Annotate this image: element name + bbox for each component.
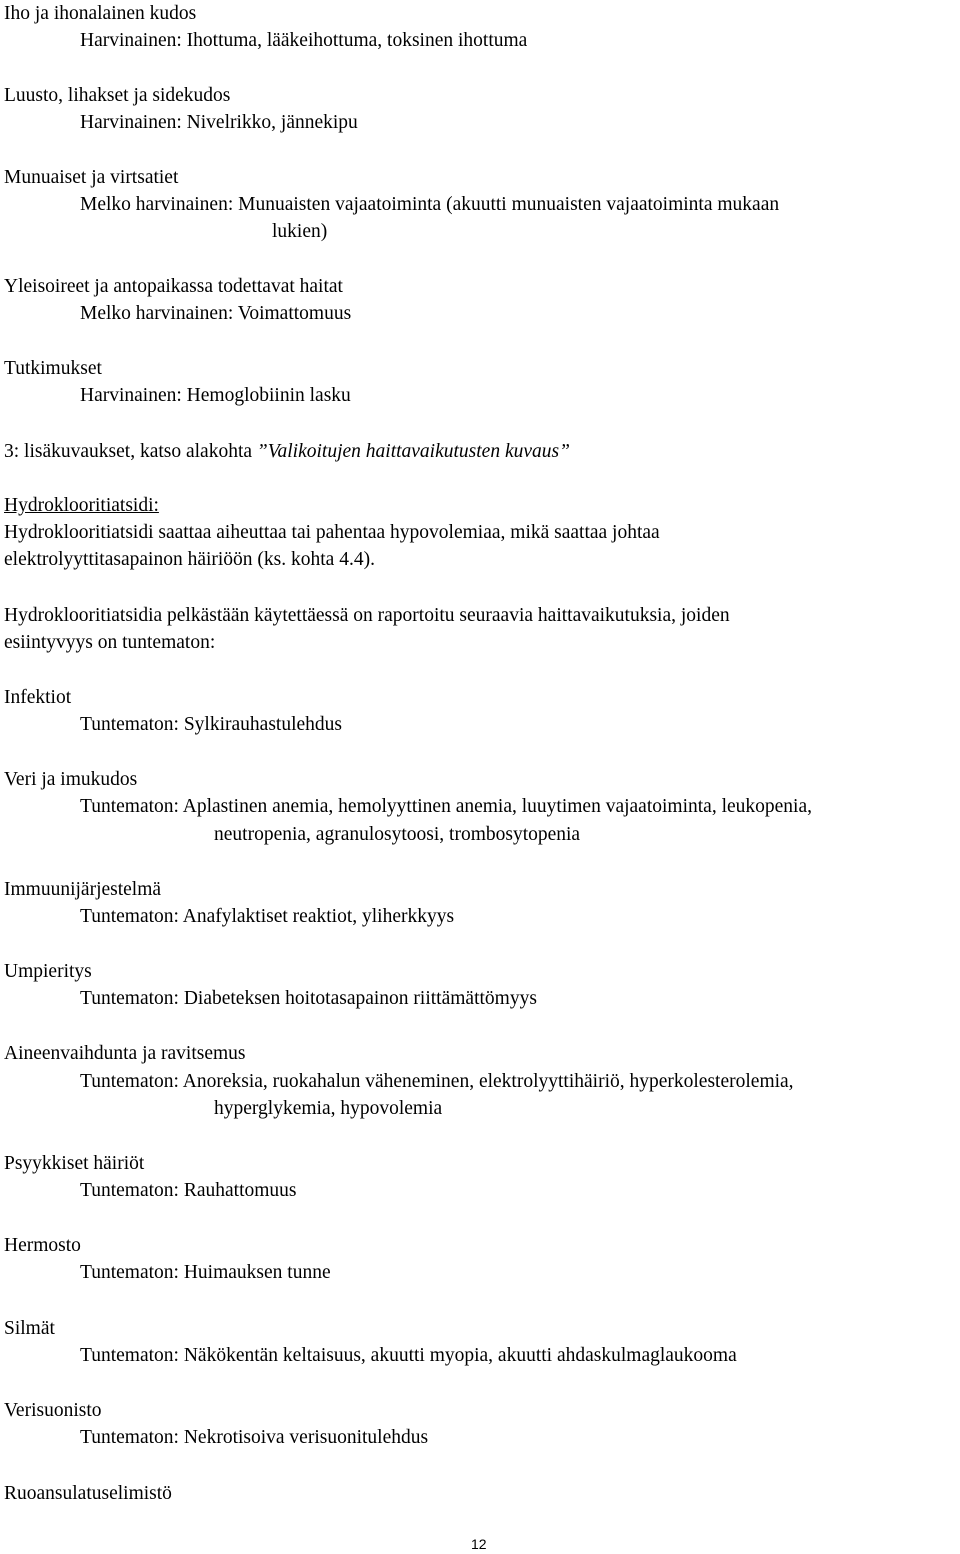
section-heading: Aineenvaihdunta ja ravitsemus <box>4 1043 246 1064</box>
section-heading: Verisuonisto <box>4 1400 102 1421</box>
section-item: Tuntematon: Aplastinen anemia, hemolyyttinen anemia, luuytimen vajaatoiminta, leukopenia, <box>80 796 812 817</box>
footnote <box>4 438 570 466</box>
section-item: Tuntematon: Rauhattomuus <box>80 1180 297 1201</box>
section-item: Harvinainen: Nivelrikko, jännekipu <box>80 112 358 133</box>
section-heading: Silmät <box>4 1318 55 1339</box>
section-heading: Yleisoireet ja antopaikassa todettavat haitat <box>4 276 343 297</box>
section-item: Tuntematon: Nekrotisoiva verisuonitulehdus <box>80 1427 429 1448</box>
section-item: Tuntematon: Anoreksia, ruokahalun väheneminen, elektrolyyttihäiriö, hyperkolesterolemia, <box>80 1071 794 1092</box>
paragraph-line: elektrolyyttitasapainon häiriöön (ks. kohta 4.4). <box>4 549 375 570</box>
section-heading: Iho ja ihonalainen kudos <box>4 3 197 24</box>
section-item-continuation: neutropenia, agranulosytoosi, trombosytopenia <box>214 824 581 845</box>
paragraph-line: Hydroklooritiatsidi saattaa aiheuttaa tai pahentaa hypovolemiaa, mikä saattaa johtaa <box>4 522 660 543</box>
subsection-title: Hydroklooritiatsidi: <box>4 495 159 516</box>
page-number: 12 <box>471 1536 487 1552</box>
section-item: Tuntematon: Näkökentän keltaisuus, akuutti myopia, akuutti ahdaskulmaglaukooma <box>80 1345 737 1366</box>
paragraph-line: Hydroklooritiatsidia pelkästään käytettäessä on raportoitu seuraavia haittavaikutuksia, joiden <box>4 605 730 626</box>
section-heading: Umpieritys <box>4 961 92 982</box>
section-heading: Ruoansulatuselimistö <box>4 1483 172 1504</box>
section-heading: Luusto, lihakset ja sidekudos <box>4 85 231 106</box>
section-item: Melko harvinainen: Voimattomuus <box>80 303 352 324</box>
section-item: Tuntematon: Huimauksen tunne <box>80 1262 331 1283</box>
footnote-text: 3: lisäkuvaukset, katso alakohta <box>4 441 257 462</box>
section-heading: Immuunijärjestelmä <box>4 879 162 900</box>
section-heading: Munuaiset ja virtsatiet <box>4 167 179 188</box>
section-item: Tuntematon: Anafylaktiset reaktiot, yliherkkyys <box>80 906 455 927</box>
section-heading: Hermosto <box>4 1235 81 1256</box>
section-item: Melko harvinainen: Munuaisten vajaatoiminta (akuutti munuaisten vajaatoiminta mukaan <box>80 194 780 215</box>
section-heading: Tutkimukset <box>4 358 102 379</box>
section-heading: Veri ja imukudos <box>4 769 138 790</box>
section-item: Tuntematon: Diabeteksen hoitotasapainon riittämättömyys <box>80 988 537 1009</box>
section-item-continuation: hyperglykemia, hypovolemia <box>214 1098 443 1119</box>
paragraph-line: esiintyvyys on tuntematon: <box>4 632 216 653</box>
section-item-continuation: lukien) <box>272 221 328 242</box>
section-item: Tuntematon: Sylkirauhastulehdus <box>80 714 342 735</box>
footnote-reference: ”Valikoitujen haittavaikutusten kuvaus” <box>256 441 570 462</box>
section-heading: Psyykkiset häiriöt <box>4 1153 145 1174</box>
section-item: Harvinainen: Hemoglobiinin lasku <box>80 385 351 406</box>
section-item: Harvinainen: Ihottuma, lääkeihottuma, toksinen ihottuma <box>80 30 528 51</box>
section-heading: Infektiot <box>4 687 72 708</box>
